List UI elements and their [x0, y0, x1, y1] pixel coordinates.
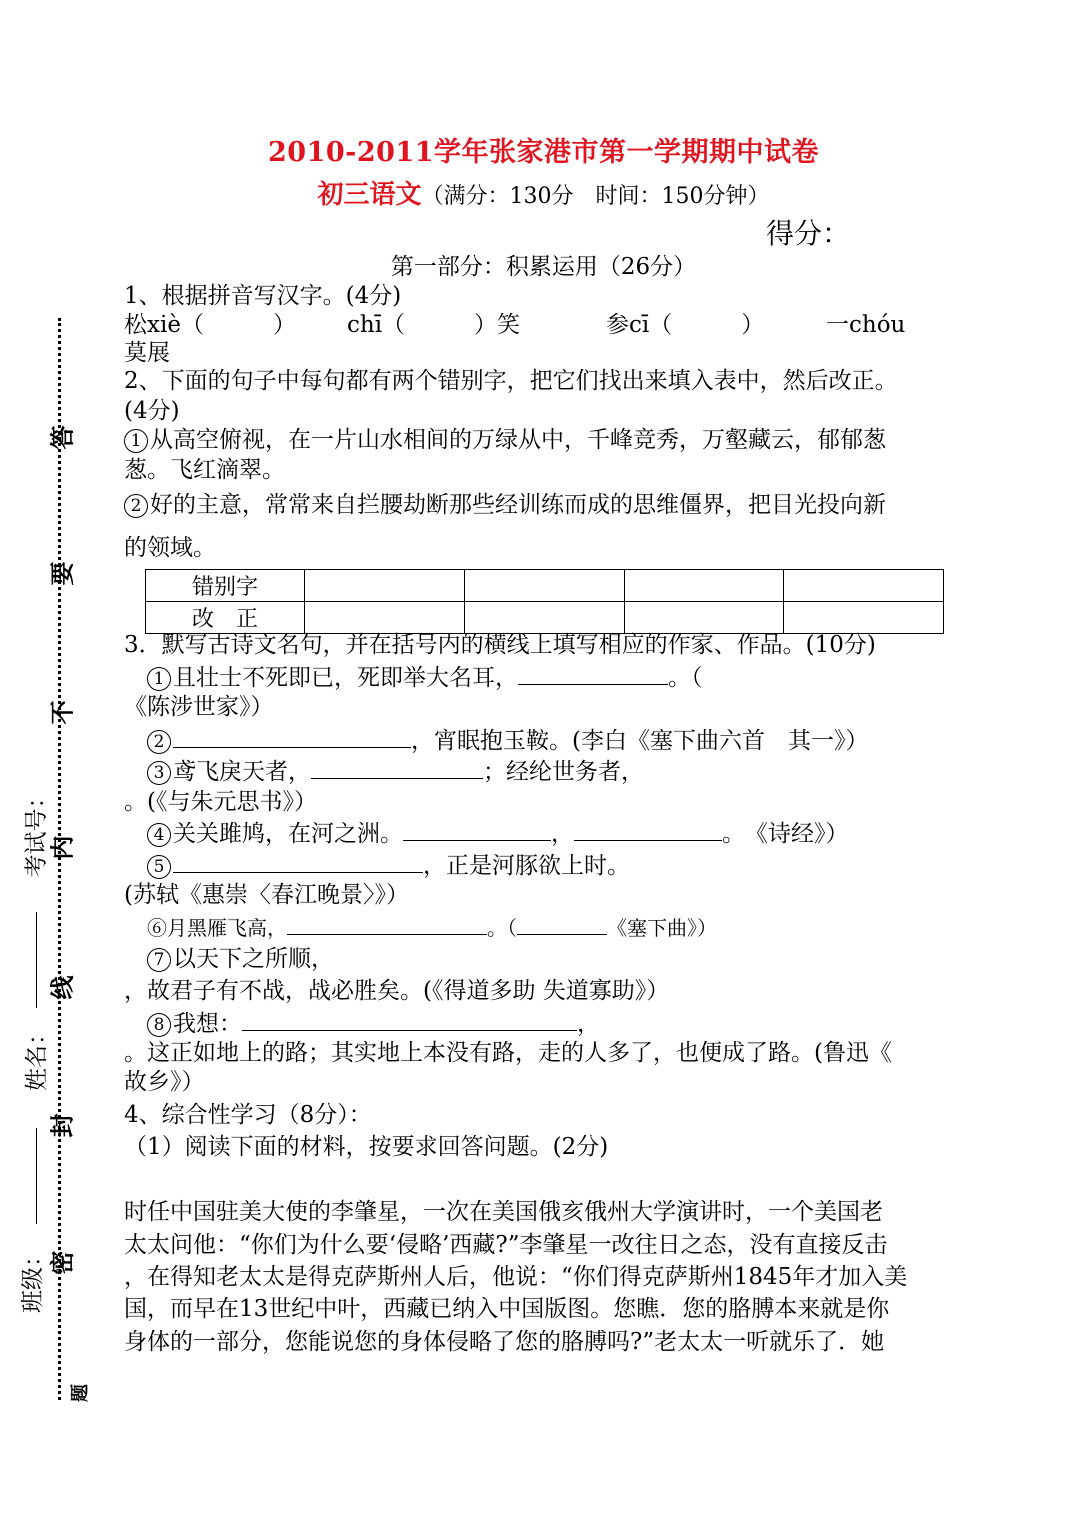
answer-cell[interactable] — [624, 602, 784, 634]
name-field[interactable] — [36, 912, 37, 1008]
q3-item-8: 8 我想： ， — [147, 1008, 600, 1039]
q2-sentence-2-cont: 的领域。 — [124, 535, 216, 561]
answer-cell[interactable] — [464, 570, 624, 602]
fill-blank[interactable] — [242, 1008, 577, 1031]
seal-char: 要 — [47, 561, 77, 586]
q2-title: 2、下面的句子中每句都有两个错别字，把它们找出来填入表中，然后改正。 — [124, 368, 898, 394]
answer-cell[interactable] — [464, 602, 624, 634]
circled-number-7: 7 — [147, 948, 171, 972]
table-row — [146, 602, 944, 634]
class-field[interactable] — [36, 1128, 37, 1224]
fill-blank[interactable] — [173, 850, 423, 873]
seal-char: 密 — [47, 1250, 77, 1275]
table-row — [146, 570, 944, 602]
class-label: 班级： — [20, 1244, 46, 1313]
circled-number-3: 3 — [147, 761, 171, 785]
passage-line: 国，而早在13世纪中叶，西藏已纳入中国版图。您瞧．您的胳膊本来就是你 — [124, 1296, 890, 1322]
q1-item-3: 参cī（ ） — [606, 312, 765, 338]
seal-char: 线 — [47, 975, 77, 1000]
exam-meta: （满分：130分 时间：150分钟） — [421, 184, 770, 209]
q3-item-8-source-cont: 故乡》） — [124, 1069, 205, 1095]
part-title: 第一部分：积累运用（26分） — [390, 254, 697, 280]
q3-item-7: 7 以天下之所顺， — [147, 944, 334, 974]
seal-char: 不 — [47, 700, 77, 725]
q2-score: (4分) — [124, 398, 180, 424]
q4-sub1: （1）阅读下面的材料，按要求回答问题。(2分) — [124, 1134, 609, 1160]
fill-blank[interactable] — [311, 756, 483, 779]
q3-item-6: ⑥月黑雁飞高， 。（ 《塞下曲》） — [147, 916, 717, 940]
seal-char: 答 — [47, 425, 77, 450]
fill-blank[interactable] — [287, 916, 487, 935]
q1-item-1: 松xiè（ ） — [124, 312, 296, 338]
subject-name: 初三语文 — [317, 180, 422, 210]
circled-number-8: 8 — [147, 1013, 171, 1037]
table-header-correct: 改 正 — [146, 602, 305, 634]
fill-blank[interactable] — [517, 916, 607, 935]
passage-line: 太太问他：“你们为什么要‘侵略’西藏?”李肇星一改往日之态，没有直接反击 — [124, 1232, 888, 1258]
answer-cell[interactable] — [305, 570, 465, 602]
q2-sentence-1-cont: 葱。飞红滴翠。 — [124, 457, 285, 483]
fill-blank[interactable] — [173, 725, 411, 748]
answer-cell[interactable] — [305, 602, 465, 634]
exam-subtitle — [0, 174, 1087, 211]
exam-title: 2010-2011学年张家港市第一学期期中试卷 — [268, 137, 819, 168]
q3-item-5-source: (苏轼《惠崇〈春江晚景〉》） — [124, 882, 409, 908]
q3-item-7-source: ，故君子有不战，战必胜矣。(《得道多助 失道寡助》） — [124, 978, 670, 1004]
passage-line: 身体的一部分，您能说您的身体侵略了您的胳膊吗?”老太太一听就乐了．她 — [124, 1329, 885, 1355]
score-label: 得分： — [766, 217, 851, 250]
circled-number-2: 2 — [147, 730, 171, 754]
fill-blank[interactable] — [574, 818, 722, 841]
error-table — [145, 569, 944, 634]
name-label: 姓名： — [24, 1022, 50, 1091]
q2-sentence-1: 1 从高空俯视，在一片山水相间的万绿从中，千峰竞秀，万壑藏云，郁郁葱 — [124, 425, 886, 455]
q2-sentence-2: 2 好的主意，常常来自拦腰劫断那些经训练而成的思维僵界，把目光投向新 — [124, 490, 886, 520]
passage-line: 时任中国驻美大使的李肇星，一次在美国俄亥俄州大学演讲时，一个美国老 — [124, 1199, 883, 1225]
q4-title: 4、综合性学习（8分）： — [124, 1102, 372, 1128]
circled-number-1: 1 — [147, 667, 171, 691]
circled-number-1: 1 — [124, 429, 148, 453]
q3-item-1-source: 《陈涉世家》） — [124, 694, 274, 720]
exam-number-label: 考试号： — [23, 785, 50, 878]
q3-item-3: 3 鸢飞戾天者， ；经纶世务者， — [147, 756, 644, 787]
answer-cell[interactable] — [784, 602, 944, 634]
passage-line: ，在得知老太太是得克萨斯州人后，他说：“你们得克萨斯州1845年才加入美 — [124, 1264, 908, 1290]
q3-item-8-source: 。这正如地上的路；其实地上本没有路，走的人多了，也便成了路。(鲁迅《 — [124, 1040, 892, 1066]
q1-tail: 莫展 — [124, 340, 170, 366]
fill-blank[interactable] — [518, 662, 668, 685]
fill-blank[interactable] — [403, 818, 551, 841]
q3-item-2: 2 ，宵眠抱玉鞍。(李白《塞下曲六首 其一》） — [147, 725, 868, 756]
q1-item-4: 一chóu — [826, 312, 906, 338]
q3-item-1: 1 且壮士不死即已，死即举大名耳， 。（ — [147, 662, 703, 693]
seal-char-bottom: 题 — [70, 1384, 91, 1402]
answer-cell[interactable] — [784, 570, 944, 602]
q3-item-5: 5 ，正是河豚欲上时。 — [147, 850, 630, 881]
circled-number-5: 5 — [147, 855, 171, 879]
q3-title: 3．默写古诗文名句，并在括号内的横线上填写相应的作家、作品。(10分) — [124, 632, 876, 658]
q3-item-4: 4 关关雎鸠，在河之洲。 ， 。 《诗经》） — [147, 818, 849, 849]
answer-cell[interactable] — [624, 570, 784, 602]
q1-title: 1、根据拼音写汉字。(4分) — [124, 283, 402, 309]
seal-char: 内 — [47, 835, 77, 860]
circled-number-4: 4 — [147, 823, 171, 847]
q3-item-3-source: 。(《与朱元思书》） — [124, 789, 317, 815]
table-header-wrong: 错别字 — [146, 570, 305, 602]
seal-char: 封 — [47, 1113, 77, 1138]
q1-item-2: chī（ ）笑 — [347, 312, 521, 338]
circled-number-2: 2 — [124, 494, 148, 518]
